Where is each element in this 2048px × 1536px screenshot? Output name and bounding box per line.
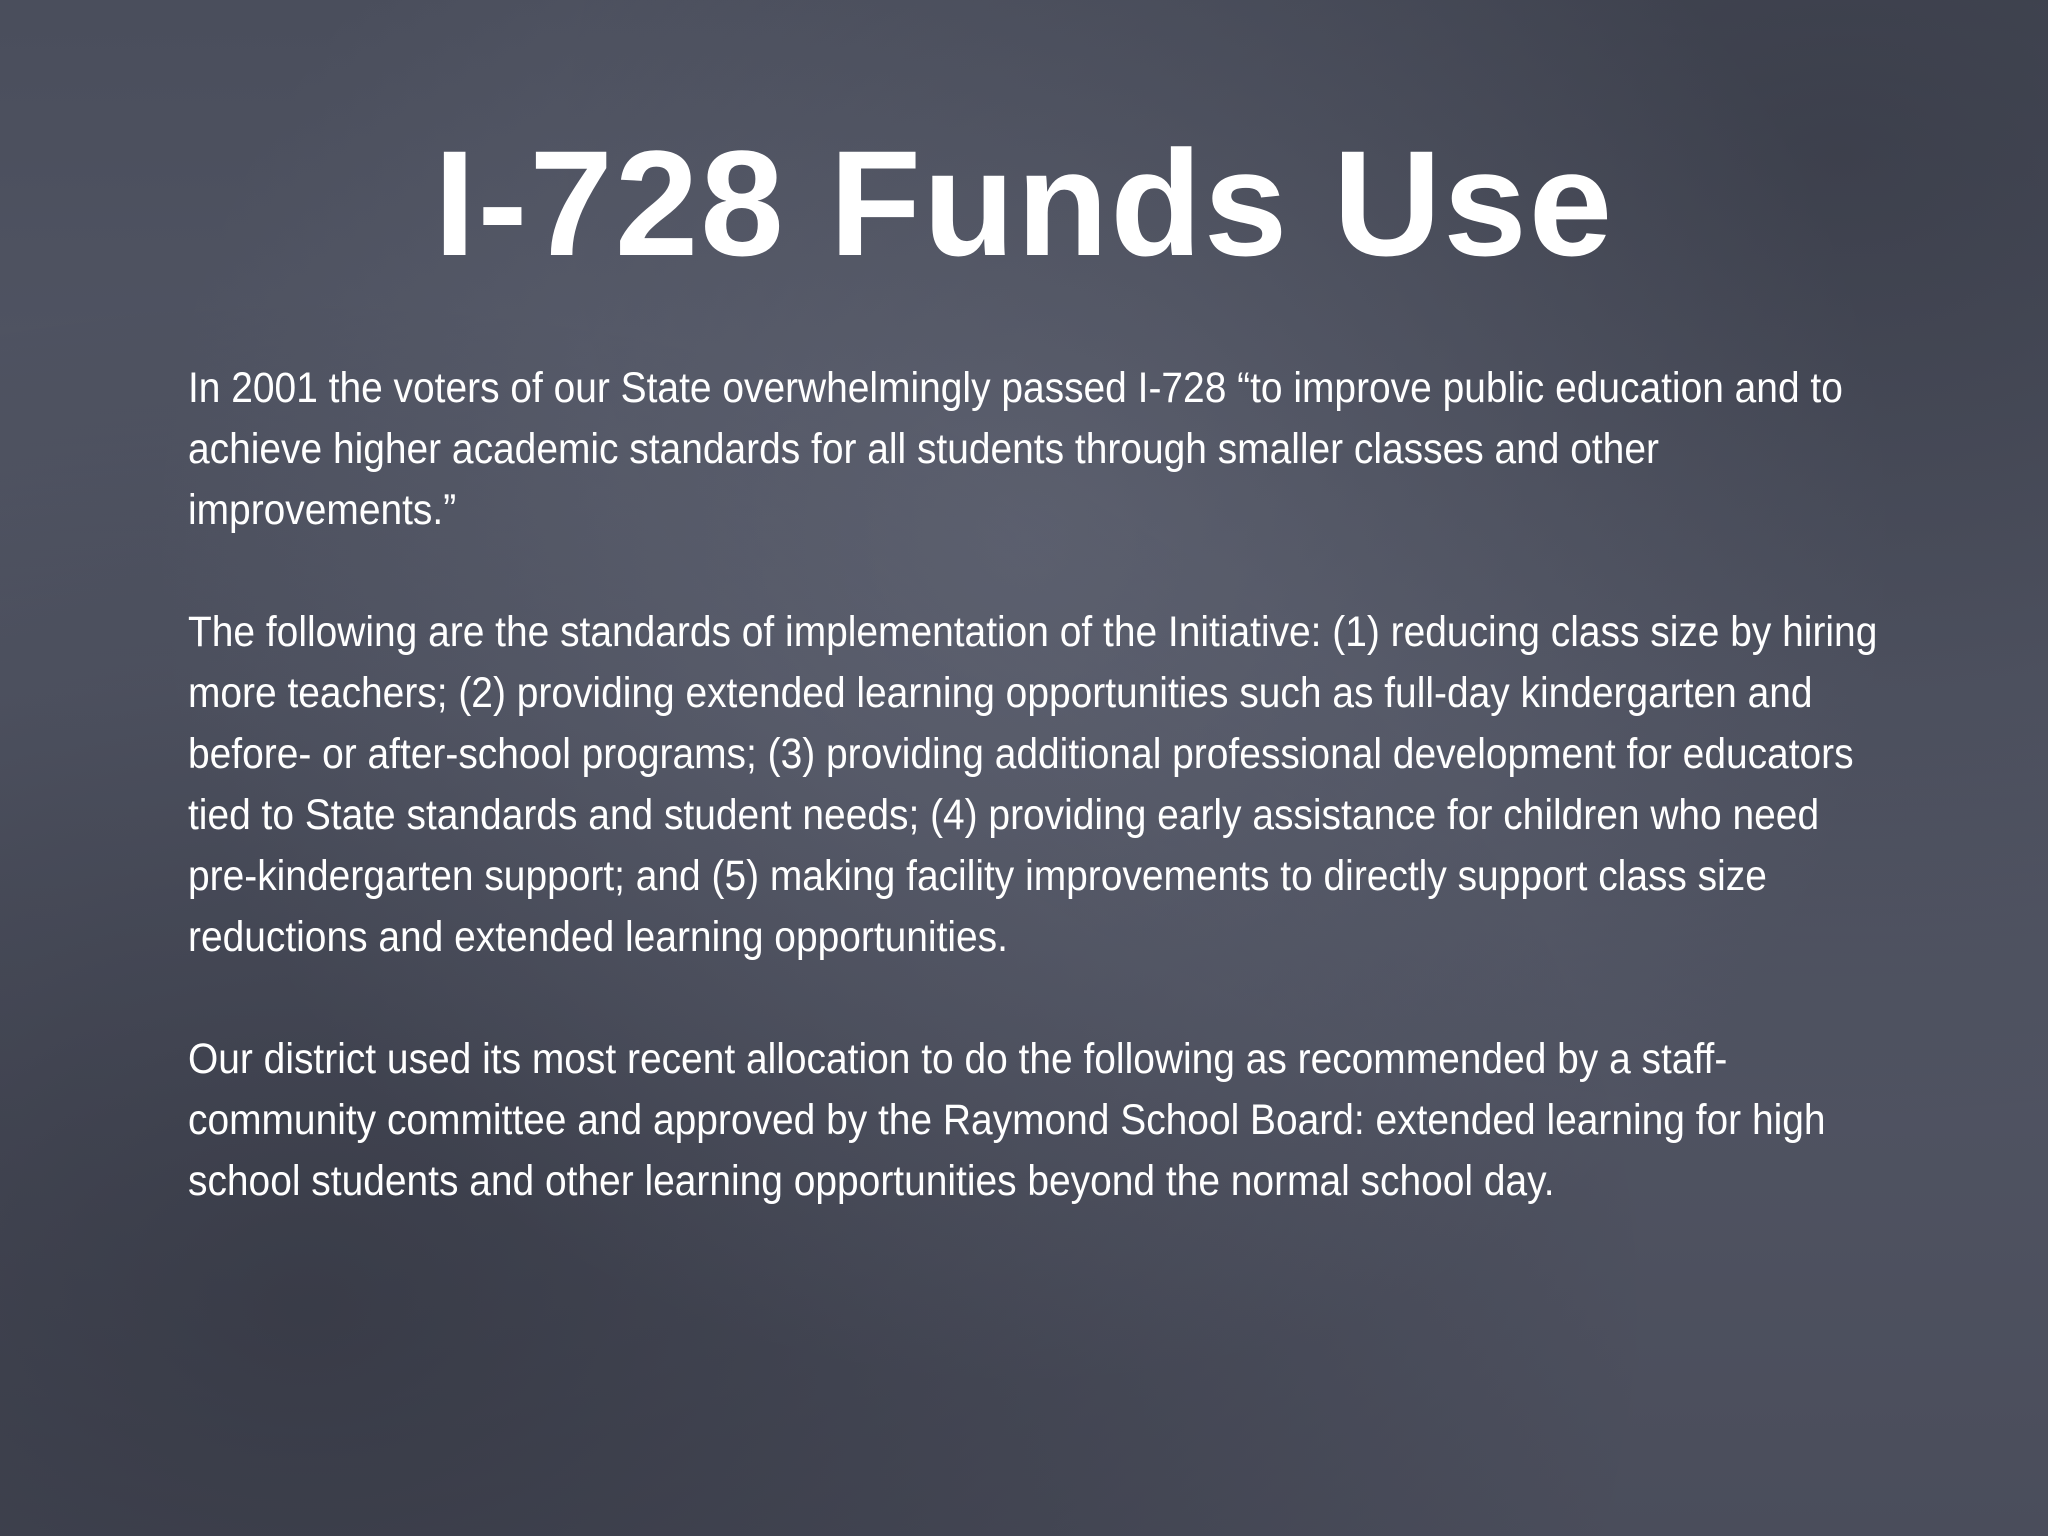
- paragraph-district-allocation: Our district used its most recent allocation to do the following as recommended by a staff-community committee and approved by the Raymond School Board: extended learning for high school students and other learning opportunities beyond the normal school day.: [188, 1035, 1826, 1205]
- slide-body: [188, 358, 1889, 1212]
- slide-title: I-728 Funds Use: [433, 119, 1615, 287]
- paragraph-initiative-intro: In 2001 the voters of our State overwhelmingly passed I-728 “to improve public education and to achieve higher academic standards for all students through smaller classes and other improvements.”: [188, 364, 1843, 534]
- paragraph-implementation-standards: The following are the standards of implementation of the Initiative: (1) reducing class size by hiring more teachers; (2) providing extended learning opportunities such as full-day kindergarten and before- or after-school programs; (3) providing additional professional development for educators tied to State standards and student needs; (4) providing early assistance for children who need pre-kindergarten support; and (5) making facility improvements to directly support class size reductions and extended learning opportunities.: [188, 608, 1878, 961]
